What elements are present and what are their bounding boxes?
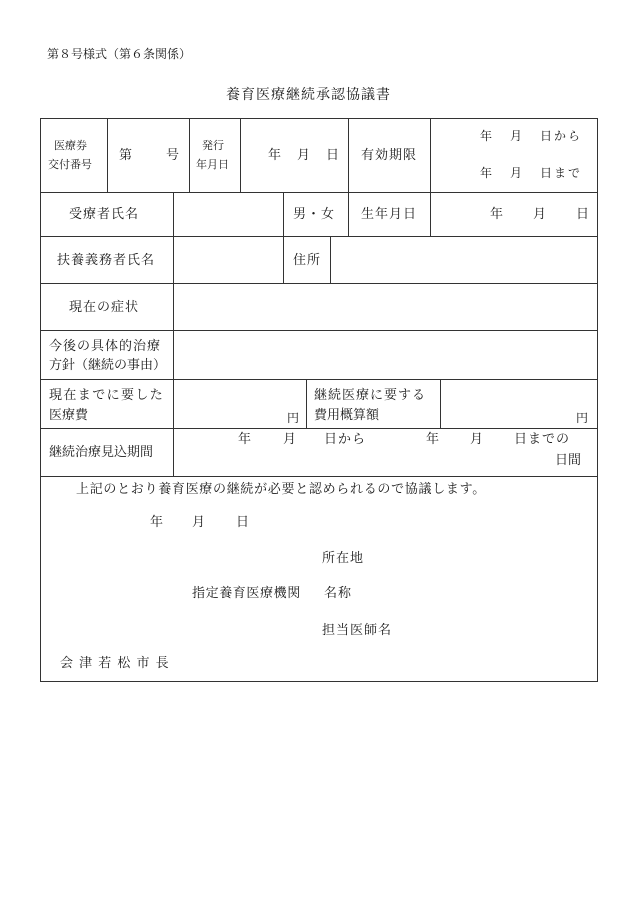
cost-estimate-label-line1: 継続医療に要する	[314, 388, 427, 403]
validity-from-month: 月	[510, 129, 523, 143]
institution-label: 指定養育医療機関	[192, 586, 301, 601]
period-to-year: 年	[426, 432, 440, 447]
column-divider	[189, 118, 190, 193]
validity-label: 有効期限	[361, 148, 418, 163]
row-divider	[40, 428, 598, 429]
row-divider	[40, 476, 598, 477]
period-days: 日間	[555, 453, 582, 468]
table-border-left	[40, 118, 41, 682]
period-to-month: 月	[470, 432, 484, 447]
row-divider	[40, 379, 598, 380]
table-border-right	[597, 118, 598, 682]
row-divider	[40, 283, 598, 284]
cost-estimate-label-line2: 費用概算額	[314, 408, 380, 423]
sex-options: 男・女	[293, 207, 336, 222]
row-divider	[40, 330, 598, 331]
declaration-date-month: 月	[192, 515, 206, 530]
column-divider	[430, 192, 431, 237]
validity-from-day: 日から	[540, 129, 583, 143]
issue-date-year: 年	[268, 148, 282, 163]
addressee: 会 津 若 松 市 長	[60, 656, 170, 671]
ticket-label-line1: 医療券	[54, 139, 87, 152]
ticket-label-line2: 交付番号	[48, 158, 92, 171]
table-border-top	[40, 118, 598, 119]
cost-to-date-yen: 円	[287, 411, 300, 425]
declaration-statement: 上記のとおり養育医療の継続が必要と認められるので協議します。	[76, 482, 486, 497]
period-from-year: 年	[238, 432, 252, 447]
symptoms-label: 現在の症状	[69, 300, 140, 315]
ticket-dai: 第	[119, 148, 133, 163]
column-divider	[330, 236, 331, 284]
period-from-month: 月	[283, 432, 297, 447]
row-divider	[40, 236, 598, 237]
validity-to-day: 日まで	[540, 166, 583, 180]
ticket-go: 号	[166, 148, 180, 163]
column-divider	[240, 118, 241, 193]
declaration-date-day: 日	[236, 515, 250, 530]
row-divider	[40, 192, 598, 193]
column-divider	[306, 379, 307, 429]
address-label: 住所	[293, 253, 322, 268]
column-divider	[348, 118, 349, 193]
period-to-day: 日までの	[514, 432, 571, 447]
issue-date-day: 日	[326, 148, 340, 163]
birthdate-day: 日	[576, 207, 590, 222]
patient-name-label: 受療者氏名	[69, 207, 140, 222]
location-label: 所在地	[322, 551, 365, 566]
table-border-bottom	[40, 681, 598, 682]
column-divider	[348, 192, 349, 237]
issue-label-line2: 年月日	[196, 158, 229, 171]
doctor-name-label: 担当医師名	[322, 623, 393, 638]
page-title: 養育医療継続承認協議書	[226, 87, 391, 103]
cost-to-date-label-line1: 現在までに要した	[49, 388, 165, 403]
issue-date-month: 月	[297, 148, 311, 163]
column-divider	[283, 192, 284, 237]
column-divider	[430, 118, 431, 193]
column-divider	[440, 379, 441, 429]
institution-name-label: 名称	[324, 586, 353, 601]
validity-to-month: 月	[510, 166, 523, 180]
treatment-policy-label-line2: 方針（継続の事由）	[49, 358, 167, 373]
treatment-period-label: 継続治療見込期間	[49, 445, 154, 460]
column-divider	[173, 192, 174, 477]
validity-to-year: 年	[480, 166, 493, 180]
guardian-name-label: 扶養義務者氏名	[57, 253, 156, 268]
column-divider	[283, 236, 284, 284]
validity-from-year: 年	[480, 129, 493, 143]
birthdate-month: 月	[533, 207, 547, 222]
birthdate-year: 年	[490, 207, 504, 222]
issue-label-line1: 発行	[202, 139, 224, 152]
cost-to-date-label-line2: 医療費	[49, 408, 89, 423]
treatment-policy-label-line1: 今後の具体的治療	[49, 339, 162, 354]
declaration-date-year: 年	[150, 515, 164, 530]
birthdate-label: 生年月日	[361, 207, 418, 222]
cost-estimate-yen: 円	[576, 411, 589, 425]
form-number: 第８号様式（第６条関係）	[47, 47, 192, 61]
period-from-day: 日から	[324, 432, 367, 447]
column-divider	[107, 118, 108, 193]
